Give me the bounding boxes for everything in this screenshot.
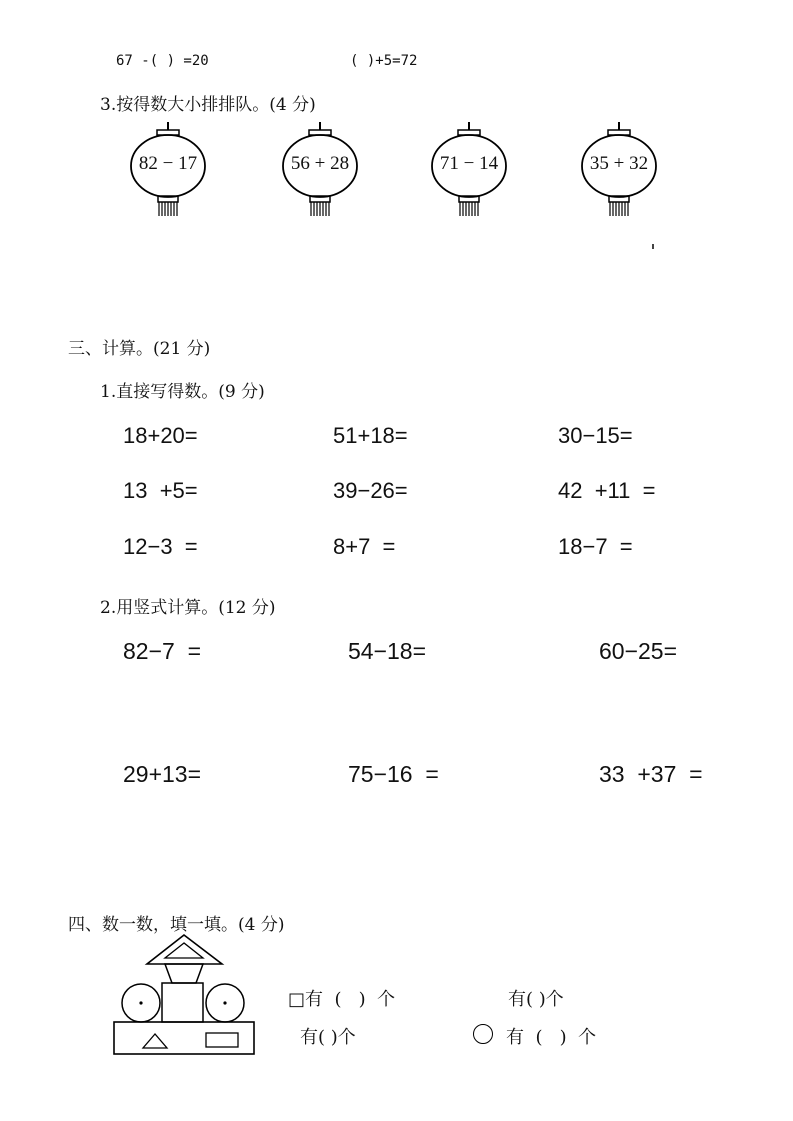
- mental-math-item: 18−7 =: [558, 534, 633, 559]
- top-equation-left: 67 -( ) =20: [116, 53, 209, 69]
- vertical-calc-item: 82−7 =: [123, 638, 202, 664]
- mental-math-item: 42 +11 =: [558, 478, 656, 503]
- mental-math-item: 8+7 =: [333, 534, 396, 559]
- part1-title: 1.直接写得数。(9 分): [100, 382, 265, 402]
- lantern-2: [280, 122, 360, 222]
- top-equation-right: ( )+5=72: [350, 53, 418, 69]
- section3-title: 三、计算。(21 分): [68, 339, 211, 359]
- shape-figure-icon: [110, 932, 260, 1058]
- count-triangle: 有( )个: [508, 989, 564, 1010]
- section4-title: 四、数一数，填一填。(4 分): [68, 915, 285, 935]
- part2-title: 2.用竖式计算。(12 分): [100, 598, 276, 618]
- lantern-label: 82 − 17: [138, 153, 198, 174]
- lantern-label: 56 + 28: [290, 153, 350, 174]
- lantern-label: 71 − 14: [439, 153, 499, 174]
- mental-math-item: 13 +5=: [123, 478, 198, 503]
- lantern-label: 35 + 32: [589, 153, 649, 174]
- count-circle: 有 ( ) 个: [506, 1027, 597, 1048]
- mental-math-item: 51+18=: [333, 423, 408, 448]
- vertical-calc-item: 29+13=: [123, 761, 202, 787]
- q3-title: 3.按得数大小排排队。(4 分): [100, 95, 316, 115]
- vertical-calc-item: 60−25=: [599, 638, 678, 664]
- mental-math-item: 39−26=: [333, 478, 408, 503]
- lantern-3: [429, 122, 509, 222]
- vertical-calc-item: 33 +37 =: [599, 761, 703, 787]
- vertical-calc-item: 54−18=: [348, 638, 427, 664]
- stray-mark: [652, 244, 654, 249]
- circle-icon: [473, 1024, 493, 1044]
- count-rectangle: 有( )个: [300, 1027, 356, 1048]
- lantern-1: [128, 122, 208, 222]
- mental-math-item: 18+20=: [123, 423, 198, 448]
- mental-math-item: 30−15=: [558, 423, 633, 448]
- lantern-4: [579, 122, 659, 222]
- vertical-calc-item: 75−16 =: [348, 761, 439, 787]
- mental-math-item: 12−3 =: [123, 534, 198, 559]
- count-square: □有 ( ) 个: [288, 989, 396, 1010]
